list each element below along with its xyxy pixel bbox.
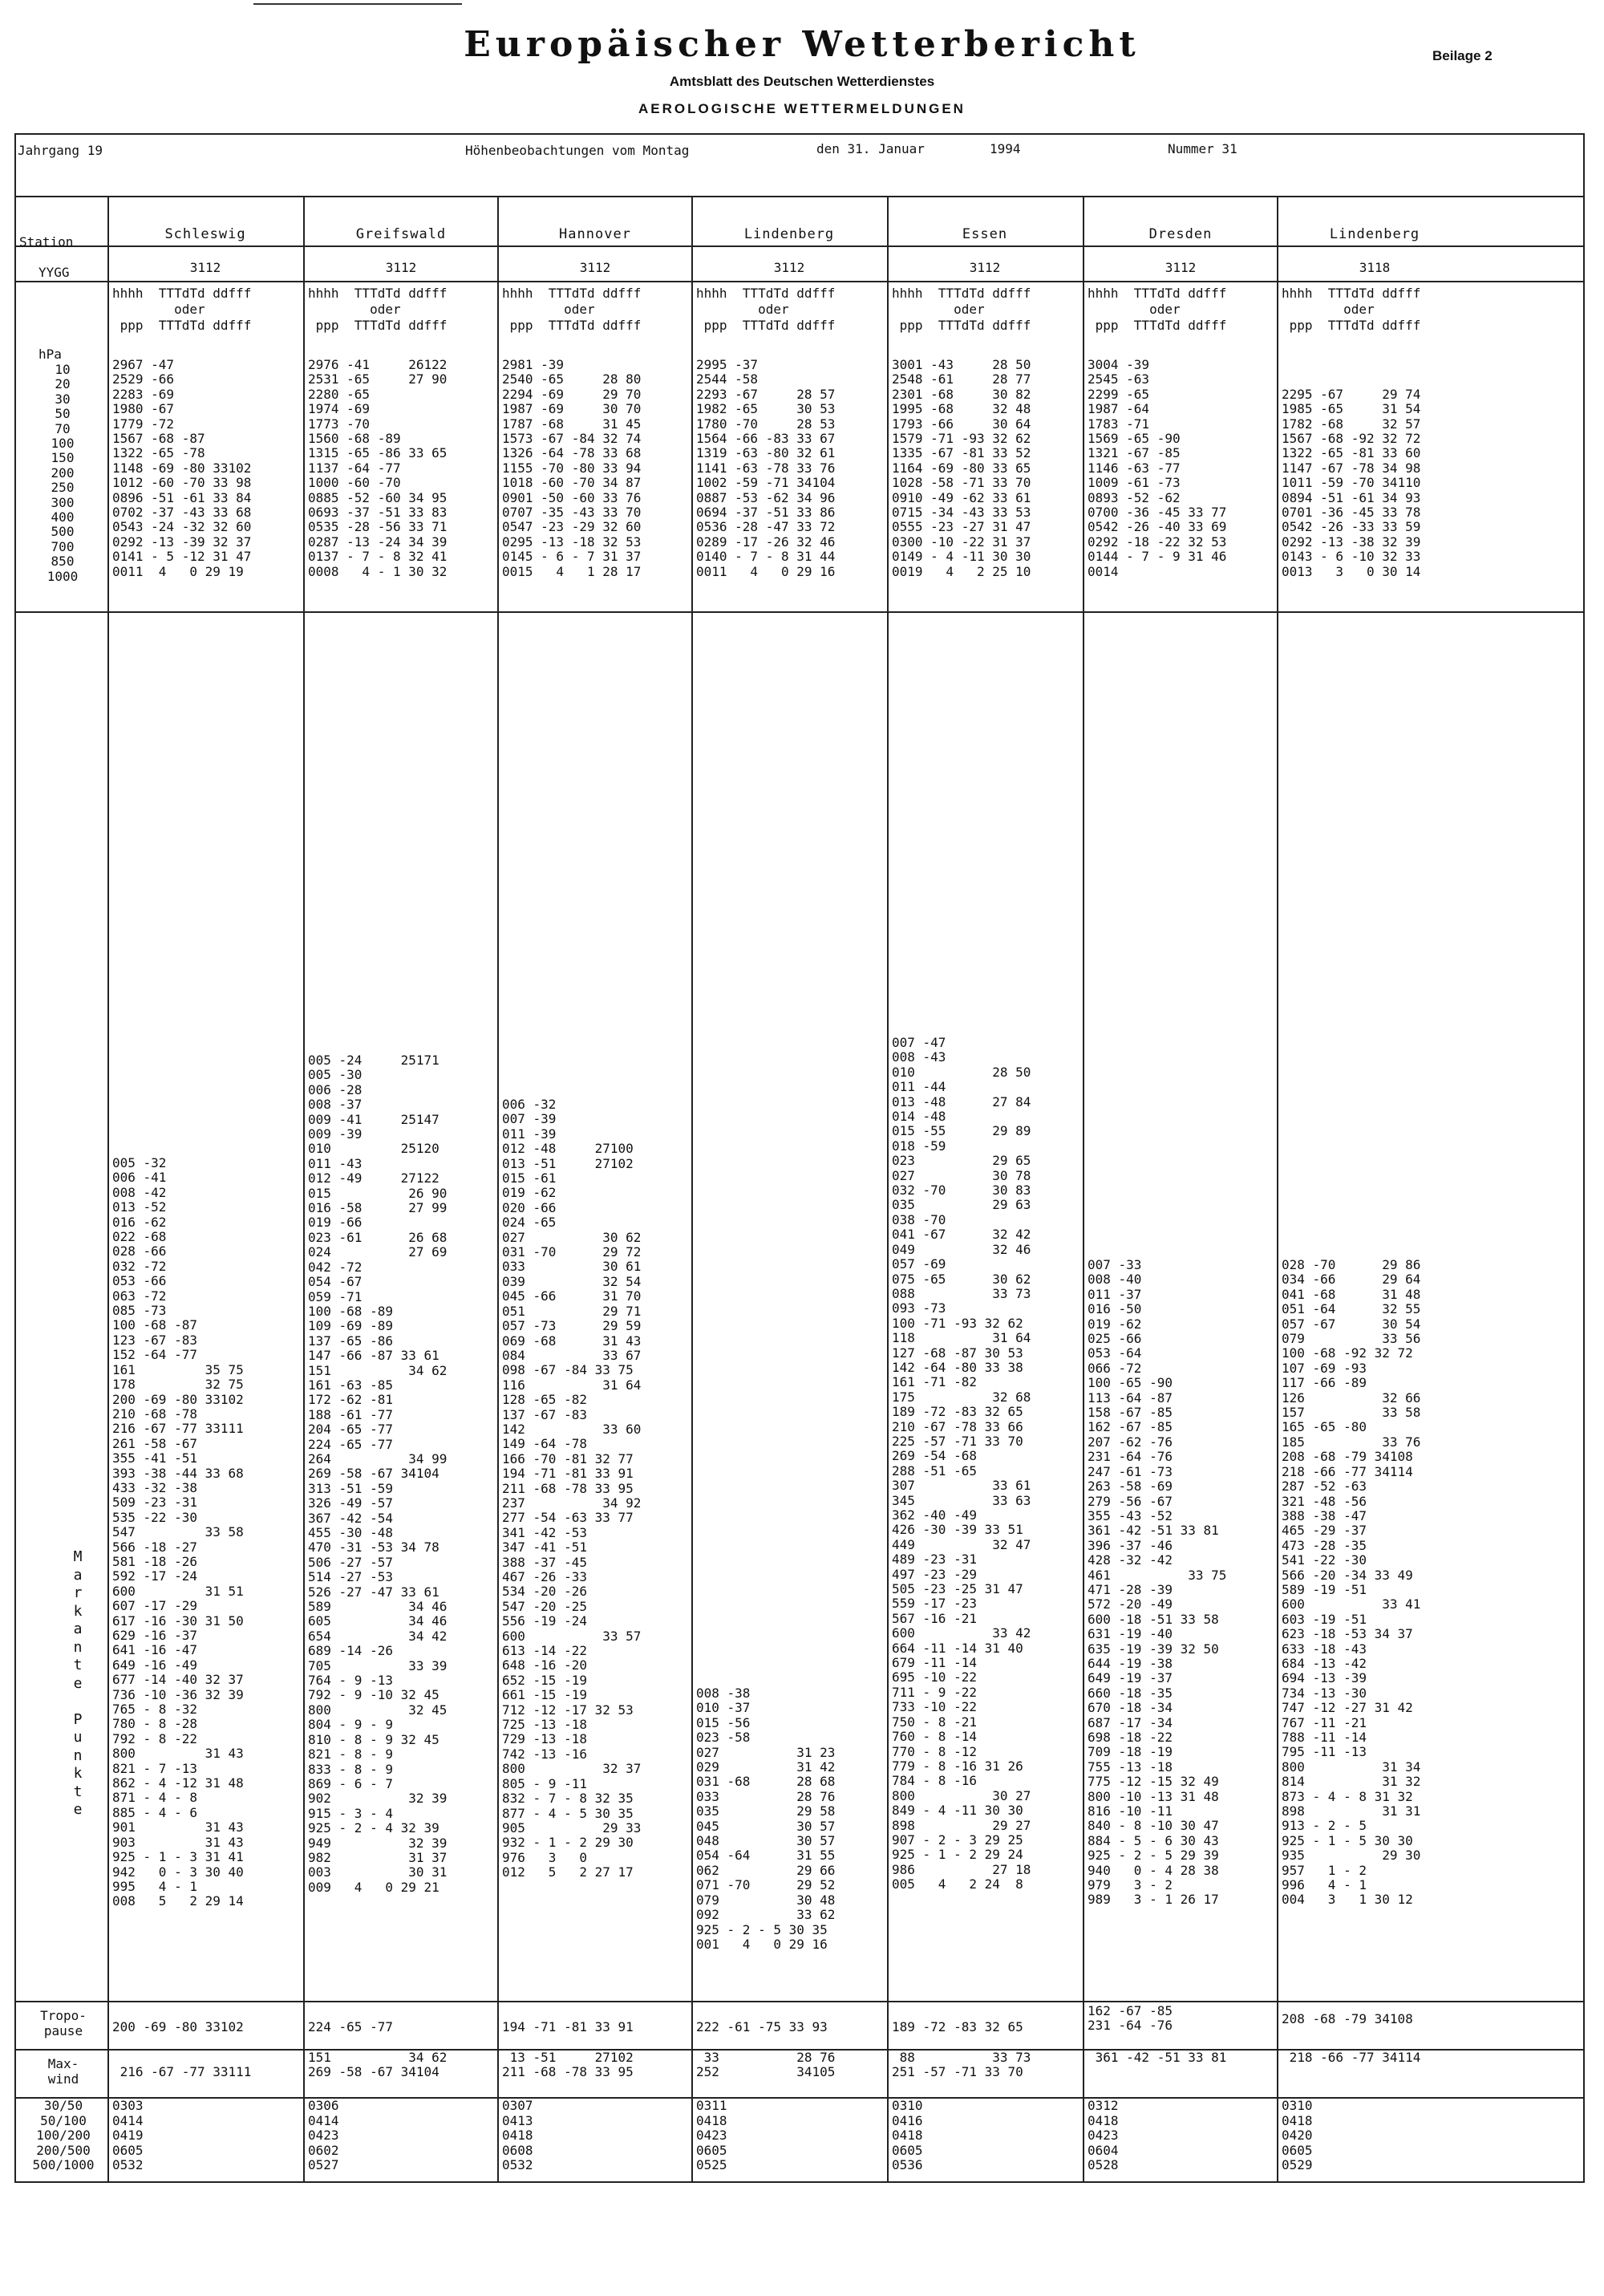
report-number: Nummer 31 [1168, 141, 1237, 156]
maxwind-data: 13 -51 27102 211 -68 -78 33 95 [502, 2050, 634, 2080]
shear-label: 30/50 50/100 100/200 200/500 500/1000 [32, 2098, 95, 2173]
info-box [14, 133, 1585, 197]
standard-levels: 3004 -39 2545 -63 2299 -65 1987 -64 1783 -71 1569 -65 -90 1321 -67 -85 1146 -63 -77 1009 -61 -73 0893 -52 -62 0700 -36 -45 33 77 0542 -26 -40 33 69 0292 -18 -22 32 53 0144 - 7 - 9 31 46 0014 [1088, 357, 1227, 579]
row-divider [14, 611, 1585, 613]
jahrgang-label: Jahrgang 19 [18, 143, 103, 158]
tropopause-data: 222 -61 -75 33 93 [696, 2019, 828, 2034]
beilage-label: Beilage 2 [1432, 48, 1493, 63]
station-label: Station [19, 234, 74, 249]
significant-points: 028 -70 29 86 034 -66 29 64 041 -68 31 48 051 -64 32 55 057 -67 30 54 079 33 56 100 -68 -92 32 72 107 -69 -93 117 -66 -89 126 32 66 157 33 58 165 -65 -80 185 33 76 208 -68 -79 34108 218 -66 -77 34114 287 -52 -63 321 -48 -56 388 -38 -47 465 -29 -37 473 -28 -35 541 -22 -30 566 -20 -34 33 49 589 -19 -51 600 33 41 603 -19 -51 623 -18 -53 34 37 633 -18 -43 684 -13 -42 694 -13 -39 734 -13 -30 747 -12 -27 31 42 767 -11 -21 788 -11 -14 795 -11 -13 800 31 34 814 31 32 873 - 4 - 8 31 32 898 31 31 913 - 2 - 5 925 - 1 - 5 30 30 935 29 30 957 1 - 2 996 4 - 1 004 3 1 30 12 [1282, 1257, 1421, 1908]
column-header: hhhh TTTdTd ddfff oder ppp TTTdTd ddfff [892, 286, 1031, 333]
maxwind-data: 151 34 62 269 -58 -67 34104 [308, 2050, 448, 2080]
maxwind-data: 88 33 73 251 -57 -71 33 70 [892, 2050, 1031, 2080]
windshear-data: 0303 0414 0419 0605 0532 [112, 2098, 144, 2173]
station-name: Essen [962, 226, 1008, 242]
row-divider [14, 281, 1585, 282]
standard-levels: 2967 -47 2529 -66 2283 -69 1980 -67 1779 -72 1567 -68 -87 1322 -65 -78 1148 -69 -80 33102 1012 -60 -70 33 98 0896 -51 -61 33 84 0702 -37 -43 33 68 0543 -24 -32 32 60 0292 -13 -39 32 37 0141 - 5 -12 31 47 0011 4 0 29 19 [112, 357, 252, 579]
maxwind-data: 216 -67 -77 33111 [119, 2064, 252, 2080]
station-yygg: 3112 [579, 260, 611, 275]
col-divider [1083, 197, 1084, 2183]
significant-points: 007 -33 008 -40 011 -37 016 -50 019 -62 025 -66 053 -64 066 -72 100 -65 -90 113 -64 -87 158 -67 -85 162 -67 -85 207 -62 -76 231 -64 -76 247 -61 -73 263 -58 -69 279 -56 -67 355 -43 -52 361 -42 -51 33 81 396 -37 -46 428 -32 -42 461 33 75 471 -28 -39 572 -20 -49 600 -18 -51 33 58 631 -19 -40 635 -19 -39 32 50 644 -19 -38 649 -19 -37 660 -18 -35 670 -18 -34 687 -17 -34 698 -18 -22 709 -18 -19 755 -13 -18 775 -12 -15 32 49 800 -10 -13 31 48 816 -10 -11 840 - 8 -10 30 47 884 - 5 - 6 30 43 925 - 2 - 5 29 39 940 0 - 4 28 38 979 3 - 2 989 3 - 1 26 17 [1088, 1257, 1227, 1908]
tropopause-data: 208 -68 -79 34108 [1282, 2011, 1413, 2026]
standard-levels: 3001 -43 28 50 2548 -61 28 77 2301 -68 30 82 1995 -68 32 48 1793 -66 30 64 1579 -71 -93 32 62 1335 -67 -81 33 52 1164 -69 -80 33 65 1028 -58 -71 33 70 0910 -49 -62 33 61 0715 -34 -43 33 53 0555 -23 -27 31 47 0300 -10 -22 31 37 0149 - 4 -11 30 30 0019 4 2 25 10 [892, 357, 1031, 579]
maxwind-data: 33 28 76 252 34105 [696, 2050, 836, 2080]
pressure-levels: 10 20 30 50 70 100 150 200 250 300 400 500 700 850 1000 [47, 362, 79, 584]
tropopause-label: Tropo- pause [40, 2008, 87, 2038]
observation-year: 1994 [990, 141, 1021, 156]
column-header: hhhh TTTdTd ddfff oder ppp TTTdTd ddfff [1282, 286, 1421, 333]
column-header: hhhh TTTdTd ddfff oder ppp TTTdTd ddfff [502, 286, 642, 333]
windshear-data: 0306 0414 0423 0602 0527 [308, 2098, 339, 2173]
tropopause-data: 224 -65 -77 [308, 2019, 393, 2034]
hpa-label: hPa [38, 347, 62, 362]
station-name: Lindenberg [743, 226, 835, 242]
report-title: Europäischer Wetterbericht [464, 24, 1140, 65]
significant-points: 008 -38 010 -37 015 -56 023 -58 027 31 23 029 31 42 031 -68 28 68 033 28 76 035 29 58 045 30 57 048 30 57 054 -64 31 55 062 29 66 071 -70 29 52 079 30 48 092 33 62 925 - 2 - 5 30 35 001 4 0 29 16 [696, 1685, 836, 1952]
significant-points: 007 -47 008 -43 010 28 50 011 -44 013 -48 27 84 014 -48 015 -55 29 89 018 -59 023 29 65 027 30 78 032 -70 30 83 035 29 63 038 -70 041 -67 32 42 049 32 46 057 -69 075 -65 30 62 088 33 73 093 -73 100 -71 -93 32 62 118 31 64 127 -68 -87 30 53 142 -64 -80 33 38 161 -71 -82 175 32 68 189 -72 -83 32 65 210 -67 -78 33 66 225 -57 -71 33 70 269 -54 -68 288 -51 -65 307 33 61 345 33 63 362 -40 -49 426 -30 -39 33 51 449 32 47 489 -23 -31 497 -23 -29 505 -23 -25 31 47 559 -17 -23 567 -16 -21 600 33 42 664 -11 -14 31 40 679 -11 -14 695 -10 -22 711 - 9 -22 733 -10 -22 750 - 8 -21 760 - 8 -14 770 - 8 -12 779 - 8 -16 31 26 784 - 8 -16 800 30 27 849 - 4 -11 30 30 898 29 27 907 - 2 - 3 29 25 925 - 1 - 2 29 24 986 27 18 005 4 2 24 8 [892, 1035, 1031, 1892]
top-scan-line [253, 3, 462, 5]
significant-points: 005 -24 25171 005 -30 006 -28 008 -37 009 -41 25147 009 -39 010 25120 011 -43 012 -49 27122 015 26 90 016 -58 27 99 019 -66 023 -61 26 68 024 27 69 042 -72 054 -67 059 -71 100 -68 -89 109 -69 -89 137 -65 -86 147 -66 -87 33 61 151 34 62 161 -63 -85 172 -62 -81 188 -61 -77 204 -65 -77 224 -65 -77 264 34 99 269 -58 -67 34104 313 -51 -59 326 -49 -57 367 -42 -54 455 -30 -48 470 -31 -53 34 78 506 -27 -57 514 -27 -53 526 -27 -47 33 61 589 34 46 605 34 46 654 34 42 689 -14 -26 705 33 39 764 - 9 -13 792 - 9 -10 32 45 800 32 45 804 - 9 - 9 810 - 8 - 9 32 45 821 - 8 - 9 833 - 8 - 9 869 - 6 - 7 902 32 39 915 - 3 - 4 925 - 2 - 4 32 39 949 32 39 982 31 37 003 30 31 009 4 0 29 21 [308, 1053, 448, 1895]
windshear-data: 0310 0418 0420 0605 0529 [1282, 2098, 1313, 2173]
col-divider [691, 197, 693, 2183]
row-divider [14, 2001, 1585, 2002]
station-name: Lindenberg [1329, 226, 1420, 242]
tropopause-data: 162 -67 -85 231 -64 -76 [1088, 2003, 1173, 2034]
markante-punkte-label: M a r k a n t e P u n k t e [73, 1548, 83, 1818]
station-yygg: 3112 [189, 260, 221, 275]
maxwind-data: 218 -66 -77 34114 [1282, 2050, 1421, 2065]
maxwind-label: Max- wind [47, 2056, 79, 2087]
col-divider [107, 197, 109, 2183]
windshear-data: 0310 0416 0418 0605 0536 [892, 2098, 923, 2173]
station-name: Hannover [559, 226, 631, 242]
column-header: hhhh TTTdTd ddfff oder ppp TTTdTd ddfff [696, 286, 836, 333]
standard-levels: 2976 -41 26122 2531 -65 27 90 2280 -65 1974 -69 1773 -70 1560 -68 -89 1315 -65 -86 33 65 1137 -64 -77 1000 -60 -70 0885 -52 -60 34 95 0693 -37 -51 33 83 0535 -28 -56 33 71 0287 -13 -24 34 39 0137 - 7 - 8 32 41 0008 4 - 1 30 32 [308, 357, 448, 579]
windshear-data: 0312 0418 0423 0604 0528 [1088, 2098, 1119, 2173]
station-yygg: 3112 [773, 260, 805, 275]
station-yygg: 3112 [385, 260, 417, 275]
report-subtitle: Amtsblatt des Deutschen Wetterdienstes [669, 74, 935, 89]
station-name: Greifswald [355, 226, 447, 242]
significant-points: 005 -32 006 -41 008 -42 013 -52 016 -62 022 -68 028 -66 032 -72 053 -66 063 -72 085 -73 100 -68 -87 123 -67 -83 152 -64 -77 161 35 75 178 32 75 200 -69 -80 33102 210 -68 -78 216 -67 -77 33111 261 -58 -67 355 -41 -51 393 -38 -44 33 68 433 -32 -38 509 -23 -31 535 -22 -30 547 33 58 566 -18 -27 581 -18 -26 592 -17 -24 600 31 51 607 -17 -29 617 -16 -30 31 50 629 -16 -37 641 -16 -47 649 -16 -49 677 -14 -40 32 37 736 -10 -36 32 39 765 - 8 -32 780 - 8 -28 792 - 8 -22 800 31 43 821 - 7 -13 862 - 4 -12 31 48 871 - 4 - 8 885 - 4 - 6 901 31 43 903 31 43 925 - 1 - 3 31 41 942 0 - 3 30 40 995 4 - 1 008 5 2 29 14 [112, 1155, 244, 1909]
standard-levels: 2981 -39 2540 -65 28 80 2294 -69 29 70 1987 -69 30 70 1787 -68 31 45 1573 -67 -84 32 74 1326 -64 -78 33 68 1155 -70 -80 33 94 1018 -60 -70 34 87 0901 -50 -60 33 76 0707 -35 -43 33 70 0547 -23 -29 32 60 0295 -13 -18 32 53 0145 - 6 - 7 31 37 0015 4 1 28 17 [502, 357, 642, 579]
column-header: hhhh TTTdTd ddfff oder ppp TTTdTd ddfff [308, 286, 448, 333]
yygg-label: YYGG [38, 265, 70, 280]
column-header: hhhh TTTdTd ddfff oder ppp TTTdTd ddfff [1088, 286, 1227, 333]
col-divider [887, 197, 889, 2183]
column-header: hhhh TTTdTd ddfff oder ppp TTTdTd ddfff [112, 286, 252, 333]
col-divider [303, 197, 305, 2183]
observation-date: den 31. Januar [816, 141, 925, 156]
tropopause-data: 200 -69 -80 33102 [112, 2019, 244, 2034]
section-title: AEROLOGISCHE WETTERMELDUNGEN [638, 101, 966, 116]
tropopause-data: 194 -71 -81 33 91 [502, 2019, 634, 2034]
col-divider [1277, 197, 1278, 2183]
row-divider [14, 2097, 1585, 2099]
row-divider [14, 245, 1585, 247]
standard-levels: 2995 -37 2544 -58 2293 -67 28 57 1982 -65 30 53 1780 -70 28 53 1564 -66 -83 33 67 1319 -63 -80 32 61 1141 -63 -78 33 76 1002 -59 -71 34104 0887 -53 -62 34 96 0694 -37 -51 33 86 0536 -28 -47 33 72 0289 -17 -26 32 46 0140 - 7 - 8 31 44 0011 4 0 29 16 [696, 357, 836, 579]
station-name: Dresden [1148, 226, 1213, 242]
col-divider [497, 197, 499, 2183]
windshear-data: 0307 0413 0418 0608 0532 [502, 2098, 533, 2173]
station-yygg: 3112 [969, 260, 1001, 275]
station-yygg: 3112 [1165, 260, 1197, 275]
windshear-data: 0311 0418 0423 0605 0525 [696, 2098, 727, 2173]
tropopause-data: 189 -72 -83 32 65 [892, 2019, 1023, 2034]
station-yygg: 3118 [1359, 260, 1391, 275]
standard-levels: 2295 -67 29 74 1985 -65 31 54 1782 -68 32 57 1567 -68 -92 32 72 1322 -65 -81 33 60 1147 -67 -78 34 98 1011 -59 -70 34110 0894 -51 -61 34 93 0701 -36 -45 33 78 0542 -26 -33 33 59 0292 -13 -38 32 39 0143 - 6 -10 32 33 0013 3 0 30 14 [1282, 386, 1421, 579]
significant-points: 006 -32 007 -39 011 -39 012 -48 27100 013 -51 27102 015 -61 019 -62 020 -66 024 -65 027 30 62 031 -70 29 72 033 30 61 039 32 54 045 -66 31 70 051 29 71 057 -73 29 59 069 -68 31 43 084 33 67 098 -67 -84 33 75 116 31 64 128 -65 -82 137 -67 -83 142 33 60 149 -64 -78 166 -70 -81 32 77 194 -71 -81 33 91 211 -68 -78 33 95 237 34 92 277 -54 -63 33 77 341 -42 -53 347 -41 -51 388 -37 -45 467 -26 -33 534 -20 -26 547 -20 -25 556 -19 -24 600 33 57 613 -14 -22 648 -16 -20 652 -15 -19 661 -15 -19 712 -12 -17 32 53 725 -13 -18 729 -13 -18 742 -13 -16 800 32 37 805 - 9 -11 832 - 7 - 8 32 35 877 - 4 - 5 30 35 905 29 33 932 - 1 - 2 29 30 976 3 0 012 5 2 27 17 [502, 1097, 642, 1880]
maxwind-data: 361 -42 -51 33 81 [1088, 2050, 1227, 2065]
station-name: Schleswig [164, 226, 246, 242]
observation-title: Höhenbeobachtungen vom Montag [465, 143, 690, 158]
